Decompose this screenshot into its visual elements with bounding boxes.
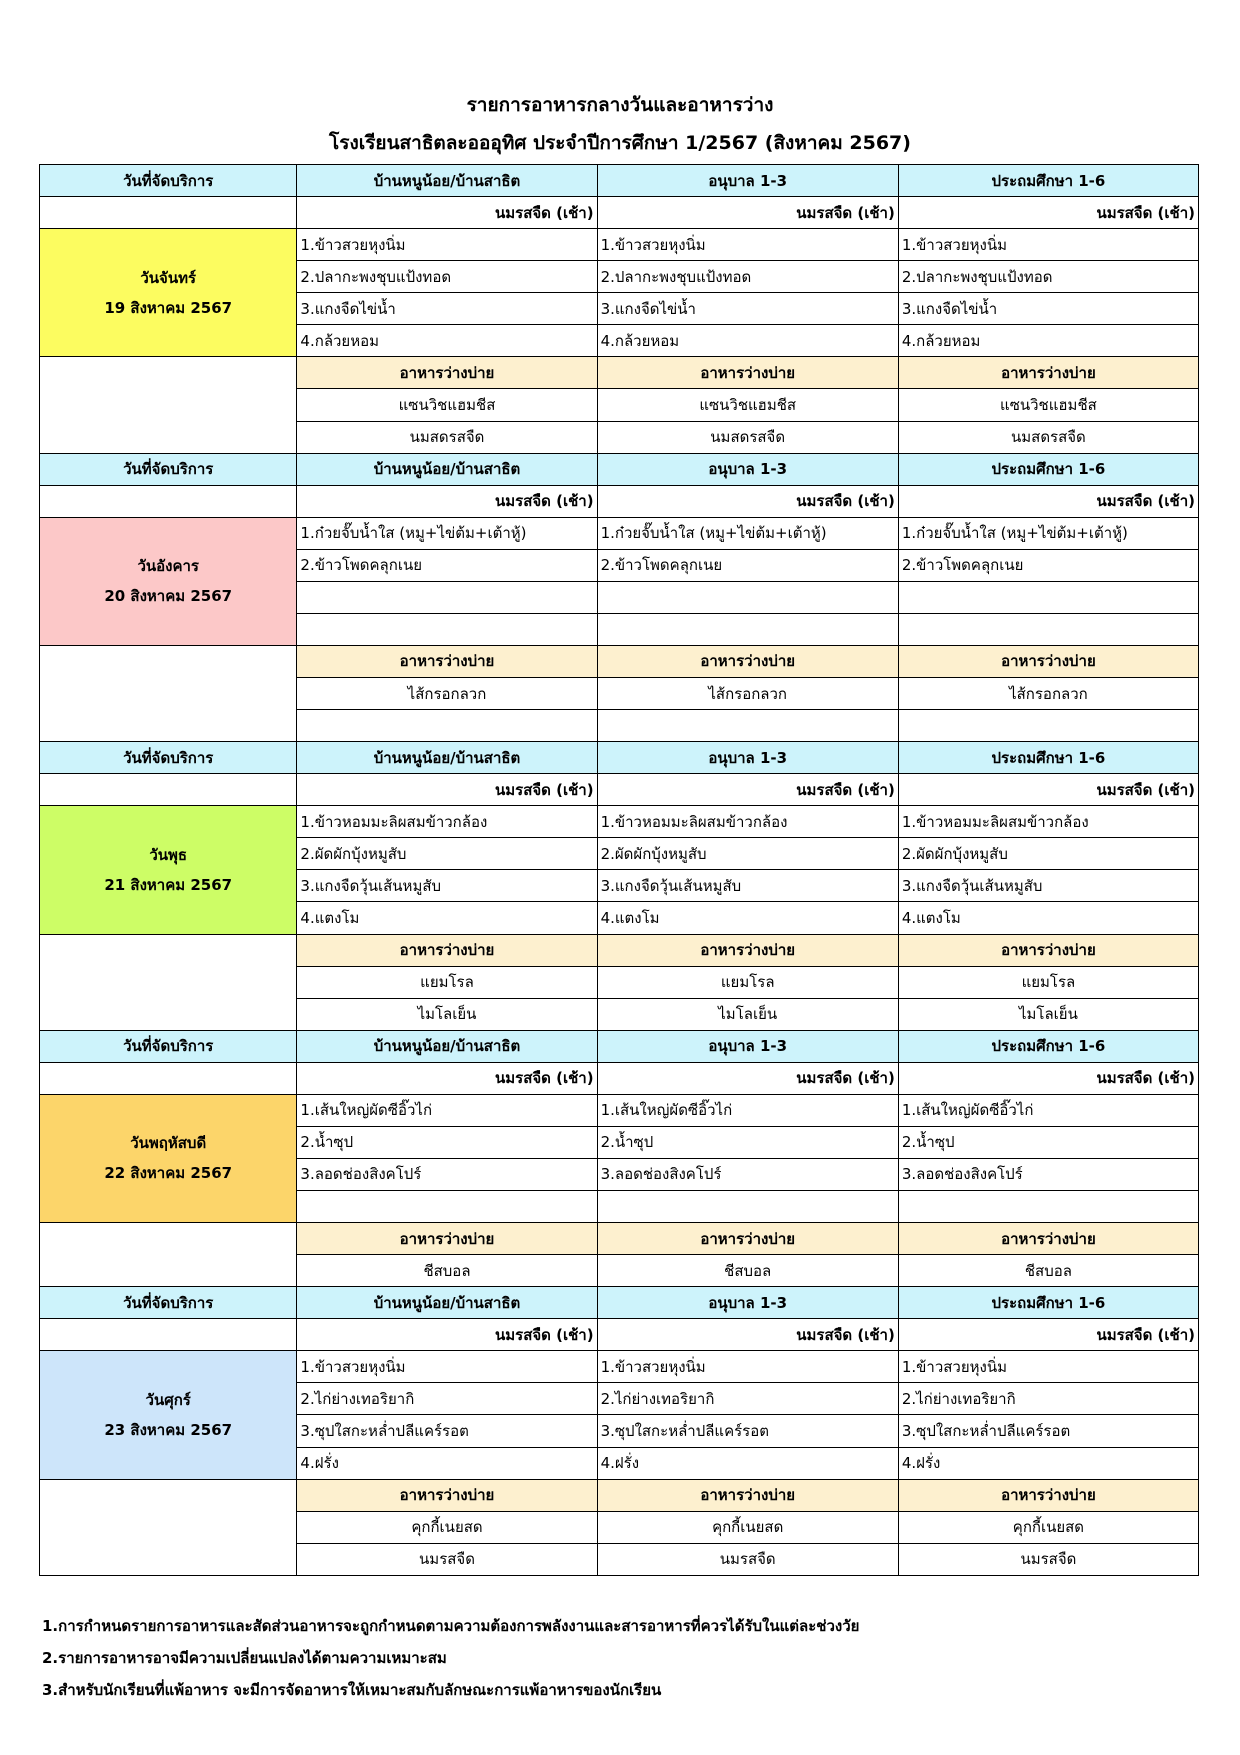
milk-label: นมรสจืด (เช้า) bbox=[597, 197, 898, 229]
group-header: อนุบาล 1-3 bbox=[597, 1287, 898, 1319]
group-header: บ้านหนูน้อย/บ้านสาธิต bbox=[297, 742, 597, 774]
lunch-item: 1.ข้าวหอมมะลิผสมข้าวกล้อง bbox=[898, 806, 1198, 838]
menu-table bbox=[39, 164, 1199, 1576]
blank-cell bbox=[40, 934, 297, 1030]
snack-item: ไมโลเย็น bbox=[297, 998, 597, 1030]
lunch-item: 4.แตงโม bbox=[297, 902, 597, 934]
document-title-block bbox=[0, 86, 1240, 162]
milk-label: นมรสจืด (เช้า) bbox=[898, 1319, 1198, 1351]
snack-item: ไมโลเย็น bbox=[898, 998, 1198, 1030]
lunch-item: 4.ฝรั่ง bbox=[297, 1447, 597, 1479]
snack-item: แยมโรล bbox=[297, 966, 597, 998]
snack-item: ชีสบอล bbox=[297, 1255, 597, 1287]
lunch-item: 2.ไก่ย่างเทอริยากิ bbox=[297, 1383, 597, 1415]
snack-item: แยมโรล bbox=[898, 966, 1198, 998]
service-day-header: วันที่จัดบริการ bbox=[40, 165, 297, 197]
day-name: วันจันทร์ bbox=[140, 268, 197, 287]
lunch-item: 2.ปลากะพงชุบแป้งทอด bbox=[297, 261, 597, 293]
blank-cell bbox=[40, 1062, 297, 1094]
empty-cell bbox=[898, 1191, 1198, 1223]
lunch-item: 3.ซุปใสกะหล่ำปลีแคร์รอต bbox=[297, 1415, 597, 1447]
day-cell bbox=[40, 1094, 297, 1222]
blank-cell bbox=[40, 1479, 297, 1575]
lunch-item: 2.ปลากะพงชุบแป้งทอด bbox=[597, 261, 898, 293]
lunch-item: 4.แตงโม bbox=[898, 902, 1198, 934]
menu-table-body bbox=[40, 165, 1199, 1576]
lunch-item: 2.น้ำซุป bbox=[297, 1126, 597, 1158]
snack-item: แซนวิชแฮมชีส bbox=[597, 389, 898, 421]
service-day-header: วันที่จัดบริการ bbox=[40, 1030, 297, 1062]
snack-header: อาหารว่างบ่าย bbox=[297, 934, 597, 966]
empty-cell bbox=[297, 1191, 597, 1223]
empty-cell bbox=[597, 710, 898, 742]
day-cell bbox=[40, 517, 297, 645]
snack-item: ไส้กรอกลวก bbox=[297, 678, 597, 710]
blank-cell bbox=[40, 774, 297, 806]
milk-label: นมรสจืด (เช้า) bbox=[898, 1062, 1198, 1094]
lunch-item: 3.ซุปใสกะหล่ำปลีแคร์รอต bbox=[597, 1415, 898, 1447]
lunch-item: 1.ข้าวสวยหุงนิ่ม bbox=[898, 1351, 1198, 1383]
lunch-row bbox=[40, 806, 1199, 838]
snack-item: แยมโรล bbox=[597, 966, 898, 998]
snack-header: อาหารว่างบ่าย bbox=[297, 645, 597, 677]
lunch-item: 2.น้ำซุป bbox=[597, 1126, 898, 1158]
note-1: 1.การกำหนดรายการอาหารและสัดส่วนอาหารจะถูกกำหนดตามความต้องการพลังงานและสารอาหารที่ควรได้รับในแต่ละช่วงวัย bbox=[42, 1617, 860, 1635]
empty-cell bbox=[297, 613, 597, 645]
lunch-row bbox=[40, 1094, 1199, 1126]
empty-cell bbox=[597, 1191, 898, 1223]
day-date: 20 สิงหาคม 2567 bbox=[104, 587, 233, 606]
milk-label: นมรสจืด (เช้า) bbox=[597, 1062, 898, 1094]
blank-cell bbox=[40, 1223, 297, 1287]
day-cell bbox=[40, 806, 297, 934]
day-name: วันอังคาร bbox=[137, 557, 199, 576]
milk-label: นมรสจืด (เช้า) bbox=[898, 774, 1198, 806]
empty-cell bbox=[297, 581, 597, 613]
day-date: 21 สิงหาคม 2567 bbox=[104, 875, 233, 894]
lunch-item: 2.ปลากะพงชุบแป้งทอด bbox=[898, 261, 1198, 293]
header-row bbox=[40, 165, 1199, 197]
lunch-row bbox=[40, 1351, 1199, 1383]
lunch-item: 1.ก๋วยจั๊บน้ำใส (หมู+ไข่ต้ม+เต้าหู้) bbox=[297, 517, 597, 549]
service-day-header: วันที่จัดบริการ bbox=[40, 742, 297, 774]
group-header: อนุบาล 1-3 bbox=[597, 1030, 898, 1062]
blank-cell bbox=[40, 645, 297, 741]
lunch-item: 2.ข้าวโพดคลุกเนย bbox=[297, 549, 597, 581]
snack-header: อาหารว่างบ่าย bbox=[898, 1223, 1198, 1255]
lunch-item: 2.ข้าวโพดคลุกเนย bbox=[597, 549, 898, 581]
milk-label: นมรสจืด (เช้า) bbox=[597, 1319, 898, 1351]
group-header: ประถมศึกษา 1-6 bbox=[898, 1287, 1198, 1319]
blank-cell bbox=[40, 485, 297, 517]
lunch-item: 3.แกงจืดวุ้นเส้นหมูสับ bbox=[898, 870, 1198, 902]
lunch-item: 2.ไก่ย่างเทอริยากิ bbox=[898, 1383, 1198, 1415]
snack-item: ไส้กรอกลวก bbox=[898, 678, 1198, 710]
group-header: อนุบาล 1-3 bbox=[597, 165, 898, 197]
lunch-item: 2.ผัดผักบุ้งหมูสับ bbox=[297, 838, 597, 870]
lunch-item: 1.ข้าวหอมมะลิผสมข้าวกล้อง bbox=[597, 806, 898, 838]
empty-cell bbox=[297, 710, 597, 742]
service-day-header: วันที่จัดบริการ bbox=[40, 1287, 297, 1319]
lunch-item: 3.แกงจืดไข่น้ำ bbox=[898, 293, 1198, 325]
milk-label: นมรสจืด (เช้า) bbox=[597, 774, 898, 806]
snack-header-row bbox=[40, 645, 1199, 677]
empty-cell bbox=[597, 581, 898, 613]
service-day-header: วันที่จัดบริการ bbox=[40, 453, 297, 485]
snack-header: อาหารว่างบ่าย bbox=[597, 1223, 898, 1255]
lunch-item: 3.ลอดช่องสิงคโปร์ bbox=[597, 1158, 898, 1190]
blank-cell bbox=[40, 357, 297, 453]
group-header: บ้านหนูน้อย/บ้านสาธิต bbox=[297, 165, 597, 197]
blank-cell bbox=[40, 197, 297, 229]
header-row bbox=[40, 1030, 1199, 1062]
empty-cell bbox=[898, 581, 1198, 613]
snack-header: อาหารว่างบ่าย bbox=[297, 357, 597, 389]
snack-header: อาหารว่างบ่าย bbox=[297, 1479, 597, 1511]
lunch-item: 2.ผัดผักบุ้งหมูสับ bbox=[597, 838, 898, 870]
milk-row bbox=[40, 774, 1199, 806]
snack-item: คุกกี้เนยสด bbox=[597, 1511, 898, 1543]
milk-label: นมรสจืด (เช้า) bbox=[297, 197, 597, 229]
milk-label: นมรสจืด (เช้า) bbox=[898, 197, 1198, 229]
blank-cell bbox=[40, 1319, 297, 1351]
lunch-item: 4.กล้วยหอม bbox=[597, 325, 898, 357]
lunch-row bbox=[40, 229, 1199, 261]
snack-item: นมสดรสจืด bbox=[898, 421, 1198, 453]
notes-block bbox=[42, 1610, 859, 1706]
milk-row bbox=[40, 1062, 1199, 1094]
document-subtitle: โรงเรียนสาธิตละอออุทิศ ประจำปีการศึกษา 1/2567 (สิงหาคม 2567) bbox=[329, 132, 911, 154]
lunch-item: 4.ฝรั่ง bbox=[597, 1447, 898, 1479]
snack-header-row bbox=[40, 1223, 1199, 1255]
snack-item: แซนวิชแฮมชีส bbox=[898, 389, 1198, 421]
lunch-item: 1.เส้นใหญ่ผัดซีอิ๊วไก่ bbox=[597, 1094, 898, 1126]
snack-item: แซนวิชแฮมชีส bbox=[297, 389, 597, 421]
milk-label: นมรสจืด (เช้า) bbox=[297, 485, 597, 517]
snack-item: นมสดรสจืด bbox=[597, 421, 898, 453]
group-header: บ้านหนูน้อย/บ้านสาธิต bbox=[297, 1287, 597, 1319]
lunch-item: 1.ข้าวสวยหุงนิ่ม bbox=[898, 229, 1198, 261]
snack-header: อาหารว่างบ่าย bbox=[597, 1479, 898, 1511]
lunch-item: 3.แกงจืดวุ้นเส้นหมูสับ bbox=[597, 870, 898, 902]
milk-label: นมรสจืด (เช้า) bbox=[898, 485, 1198, 517]
lunch-item: 1.ข้าวสวยหุงนิ่ม bbox=[597, 1351, 898, 1383]
empty-cell bbox=[898, 613, 1198, 645]
lunch-item: 2.ผัดผักบุ้งหมูสับ bbox=[898, 838, 1198, 870]
day-cell bbox=[40, 1351, 297, 1479]
document-title: รายการอาหารกลางวันและอาหารว่าง bbox=[466, 94, 774, 116]
lunch-item: 3.ลอดช่องสิงคโปร์ bbox=[898, 1158, 1198, 1190]
snack-header: อาหารว่างบ่าย bbox=[297, 1223, 597, 1255]
snack-header-row bbox=[40, 934, 1199, 966]
snack-item: ชีสบอล bbox=[898, 1255, 1198, 1287]
empty-cell bbox=[898, 710, 1198, 742]
lunch-item: 2.ข้าวโพดคลุกเนย bbox=[898, 549, 1198, 581]
lunch-item: 3.แกงจืดไข่น้ำ bbox=[597, 293, 898, 325]
lunch-item: 2.น้ำซุป bbox=[898, 1126, 1198, 1158]
lunch-item: 2.ไก่ย่างเทอริยากิ bbox=[597, 1383, 898, 1415]
snack-item: นมสดรสจืด bbox=[297, 421, 597, 453]
milk-row bbox=[40, 197, 1199, 229]
empty-cell bbox=[597, 613, 898, 645]
lunch-item: 3.ซุปใสกะหล่ำปลีแคร์รอต bbox=[898, 1415, 1198, 1447]
lunch-item: 1.ข้าวหอมมะลิผสมข้าวกล้อง bbox=[297, 806, 597, 838]
lunch-item: 3.แกงจืดวุ้นเส้นหมูสับ bbox=[297, 870, 597, 902]
note-2: 2.รายการอาหารอาจมีความเปลี่ยนแปลงได้ตามความเหมาะสม bbox=[42, 1649, 447, 1667]
snack-header: อาหารว่างบ่าย bbox=[898, 645, 1198, 677]
lunch-item: 1.เส้นใหญ่ผัดซีอิ๊วไก่ bbox=[898, 1094, 1198, 1126]
milk-label: นมรสจืด (เช้า) bbox=[597, 485, 898, 517]
day-cell bbox=[40, 229, 297, 357]
group-header: ประถมศึกษา 1-6 bbox=[898, 453, 1198, 485]
lunch-item: 1.ข้าวสวยหุงนิ่ม bbox=[597, 229, 898, 261]
day-date: 19 สิงหาคม 2567 bbox=[104, 298, 233, 317]
header-row bbox=[40, 453, 1199, 485]
group-header: บ้านหนูน้อย/บ้านสาธิต bbox=[297, 1030, 597, 1062]
milk-label: นมรสจืด (เช้า) bbox=[297, 774, 597, 806]
group-header: บ้านหนูน้อย/บ้านสาธิต bbox=[297, 453, 597, 485]
day-name: วันพุธ bbox=[149, 845, 188, 864]
snack-item: นมรสจืด bbox=[297, 1543, 597, 1575]
snack-item: คุกกี้เนยสด bbox=[297, 1511, 597, 1543]
group-header: ประถมศึกษา 1-6 bbox=[898, 742, 1198, 774]
group-header: อนุบาล 1-3 bbox=[597, 742, 898, 774]
day-name: วันศุกร์ bbox=[145, 1390, 191, 1409]
snack-item: นมรสจืด bbox=[597, 1543, 898, 1575]
lunch-item: 3.ลอดช่องสิงคโปร์ bbox=[297, 1158, 597, 1190]
day-name: วันพฤหัสบดี bbox=[130, 1134, 207, 1153]
lunch-item: 1.ก๋วยจั๊บน้ำใส (หมู+ไข่ต้ม+เต้าหู้) bbox=[898, 517, 1198, 549]
lunch-item: 4.ฝรั่ง bbox=[898, 1447, 1198, 1479]
snack-item: ไมโลเย็น bbox=[597, 998, 898, 1030]
lunch-item: 3.แกงจืดไข่น้ำ bbox=[297, 293, 597, 325]
group-header: อนุบาล 1-3 bbox=[597, 453, 898, 485]
header-row bbox=[40, 1287, 1199, 1319]
group-header: ประถมศึกษา 1-6 bbox=[898, 1030, 1198, 1062]
lunch-row bbox=[40, 517, 1199, 549]
snack-header: อาหารว่างบ่าย bbox=[898, 357, 1198, 389]
day-date: 22 สิงหาคม 2567 bbox=[104, 1164, 233, 1183]
snack-item: คุกกี้เนยสด bbox=[898, 1511, 1198, 1543]
milk-label: นมรสจืด (เช้า) bbox=[297, 1319, 597, 1351]
lunch-item: 4.กล้วยหอม bbox=[898, 325, 1198, 357]
snack-header: อาหารว่างบ่าย bbox=[898, 1479, 1198, 1511]
day-date: 23 สิงหาคม 2567 bbox=[104, 1420, 233, 1439]
snack-item: ชีสบอล bbox=[597, 1255, 898, 1287]
milk-row bbox=[40, 1319, 1199, 1351]
snack-header-row bbox=[40, 357, 1199, 389]
lunch-item: 1.ข้าวสวยหุงนิ่ม bbox=[297, 229, 597, 261]
header-row bbox=[40, 742, 1199, 774]
group-header: ประถมศึกษา 1-6 bbox=[898, 165, 1198, 197]
lunch-item: 1.เส้นใหญ่ผัดซีอิ๊วไก่ bbox=[297, 1094, 597, 1126]
snack-header: อาหารว่างบ่าย bbox=[597, 357, 898, 389]
snack-header: อาหารว่างบ่าย bbox=[597, 645, 898, 677]
snack-header: อาหารว่างบ่าย bbox=[597, 934, 898, 966]
milk-label: นมรสจืด (เช้า) bbox=[297, 1062, 597, 1094]
snack-item: ไส้กรอกลวก bbox=[597, 678, 898, 710]
lunch-item: 4.แตงโม bbox=[597, 902, 898, 934]
milk-row bbox=[40, 485, 1199, 517]
note-3: 3.สำหรับนักเรียนที่แพ้อาหาร จะมีการจัดอาหารให้เหมาะสมกับลักษณะการแพ้อาหารของนักเรียน bbox=[42, 1681, 662, 1699]
lunch-item: 1.ข้าวสวยหุงนิ่ม bbox=[297, 1351, 597, 1383]
lunch-item: 1.ก๋วยจั๊บน้ำใส (หมู+ไข่ต้ม+เต้าหู้) bbox=[597, 517, 898, 549]
snack-item: นมรสจืด bbox=[898, 1543, 1198, 1575]
snack-header-row bbox=[40, 1479, 1199, 1511]
lunch-item: 4.กล้วยหอม bbox=[297, 325, 597, 357]
snack-header: อาหารว่างบ่าย bbox=[898, 934, 1198, 966]
